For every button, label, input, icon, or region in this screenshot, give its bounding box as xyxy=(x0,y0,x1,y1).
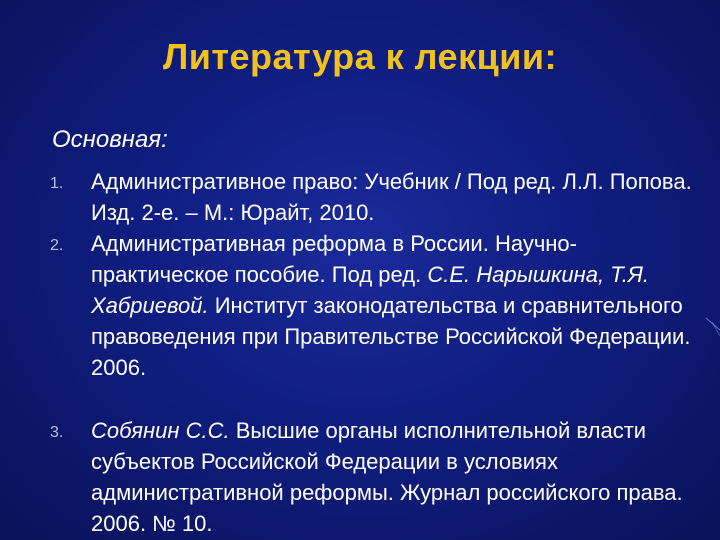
item-text: Административное право: Учебник / Под ред. Л.Л. Попова. Изд. 2-е. – М.: Юрайт, 2010. xyxy=(91,169,692,225)
item-number: 3. xyxy=(50,424,64,441)
list-item xyxy=(0,166,720,228)
item-number: 2. xyxy=(50,237,64,254)
list-item xyxy=(0,228,720,415)
section-heading: Основная: xyxy=(52,126,168,153)
literature-list xyxy=(0,166,720,539)
editors-names: С.Е. Нарышкина, Т.Я. Хабриевой. xyxy=(91,262,649,318)
author-name: Собянин С.С. xyxy=(91,418,230,443)
slide-title: Литература к лекции: xyxy=(163,36,557,77)
item-number: 1. xyxy=(50,175,64,192)
list-item xyxy=(0,415,720,539)
item-text: Собянин С.С. Высшие органы исполнительной власти субъектов Российской Федерации в условиях административной реформы. Журнал российского права. 2006. № 10. xyxy=(91,418,683,536)
item-text: Административная реформа в России. Научно-практическое пособие. Под ред. С.Е. Нарышкина, Т.Я. Хабриевой. Институт законодательства и сравнительного правоведения при Правительстве Российской Федерации. 2006. xyxy=(91,231,691,380)
